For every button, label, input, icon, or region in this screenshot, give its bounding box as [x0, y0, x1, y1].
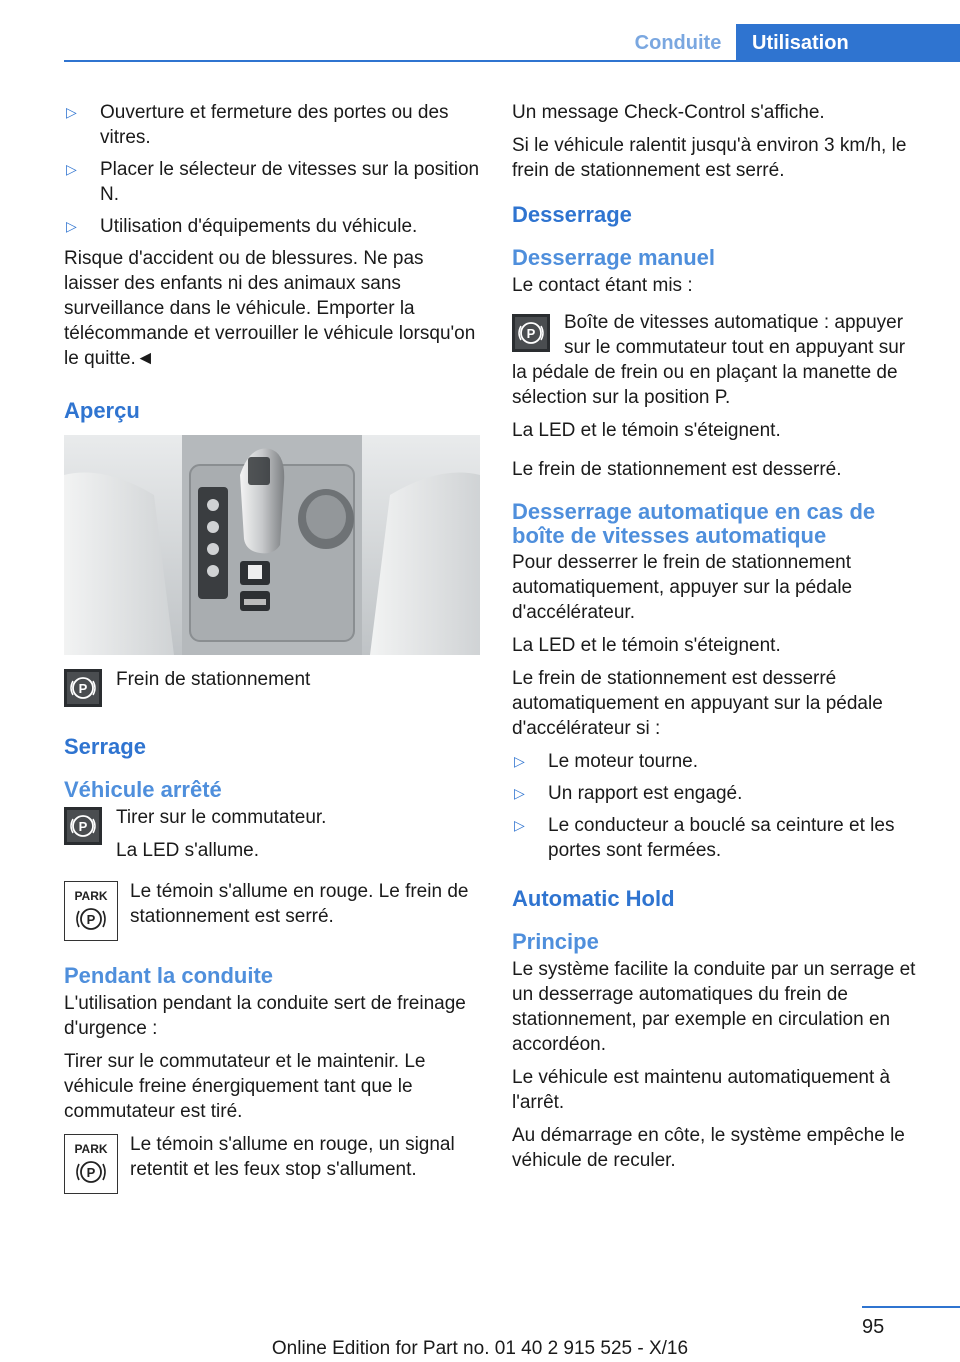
page-number: 95: [862, 1316, 885, 1338]
footer-rule: [862, 1306, 960, 1308]
list-item: ▷ Ouverture et fermeture des portes ou des vitres.: [66, 102, 449, 148]
triangle-bullet-icon: ▷: [66, 161, 77, 177]
triangle-bullet-icon: ▷: [514, 817, 525, 833]
temoin2-text: Le témoin s'allume en rouge, un signal retentit et les feux stop s'allument.: [130, 1134, 455, 1180]
parking-brake-switch-icon: [64, 807, 102, 845]
led-off-text-1: La LED et le témoin s'éteignent.: [512, 420, 781, 441]
subsection-principe: Principe: [512, 929, 599, 954]
boite-paragraph: [512, 310, 924, 410]
triangle-bullet-icon: ▷: [66, 218, 77, 234]
parking-brake-switch-icon: [64, 669, 102, 707]
tab-conduite[interactable]: Conduite: [634, 32, 722, 54]
tirer-instruction: [64, 805, 480, 871]
list-item: ▷ Utilisation d'équipements du véhicule.: [66, 216, 418, 237]
principe-paragraph-2: Le véhicule est maintenu automatiquement à l'arrêt.: [512, 1067, 891, 1113]
tab-utilisation[interactable]: Utilisation: [736, 24, 960, 62]
pendant-paragraph-1: L'utilisation pendant la conduite sert de freinage d'urgence :: [64, 993, 466, 1039]
console-photo: [64, 435, 480, 655]
list-item: ▷ Le conducteur a bouclé sa ceinture et les portes sont fermées.: [514, 815, 895, 861]
subsection-pendant-conduite: Pendant la conduite: [64, 963, 274, 988]
tirer-text: Tirer sur le commutateur.: [116, 807, 327, 828]
temoin-text: Le témoin s'allume en rouge. Le frein de stationnement est serré.: [130, 881, 469, 927]
svg-text:P: P: [78, 681, 88, 696]
check-control-text: Un message Check-Control s'affiche.: [512, 102, 825, 123]
pendant-paragraph-2: Tirer sur le commutateur et le maintenir. Le véhicule freine énergiquement tant que le commutateur est tiré.: [64, 1051, 426, 1122]
svg-text:P: P: [526, 326, 536, 341]
subsection-vehicule-arrete: Véhicule arrêté: [64, 777, 222, 802]
list-item: ▷ Placer le sélecteur de vitesses sur la position N.: [66, 159, 480, 205]
svg-text:P: P: [78, 819, 88, 834]
boite-text: Boîte de vitesses automatique : appuyer sur le commutateur tout en appuyant sur la pédale de frein ou en plaçant la manette de sélection sur la position P.: [512, 312, 906, 408]
triangle-bullet-icon: ▷: [514, 785, 525, 801]
triangle-bullet-icon: ▷: [66, 104, 77, 120]
led-off-text-2: La LED et le témoin s'éteignent.: [512, 635, 781, 656]
principe-paragraph-3: Au démarrage en côte, le système empêche le véhicule de reculer.: [512, 1125, 905, 1171]
principe-paragraph-1: Le système facilite la conduite par un serrage et un desserrage automatiques du frein de stationnement, par exemple en circulation en accordéon.: [512, 959, 916, 1055]
right-column: [512, 100, 924, 1181]
auto-paragraph-1: Pour desserrer le frein de stationnement automatiquement, appuyer sur la pédale d'accélérateur.: [512, 552, 853, 623]
left-column: [64, 100, 480, 1202]
frein-legend: [64, 667, 480, 707]
ralentit-text: Si le véhicule ralentit jusqu'à environ 3 km/h, le frein de stationnement est serré.: [512, 135, 907, 181]
list-item: ▷ Le moteur tourne.: [514, 751, 698, 772]
auto-paragraph-2: Le frein de stationnement est desserré automatiquement en appuyant sur la pédale d'accélérateur si :: [512, 668, 883, 739]
section-title-serrage: Serrage: [64, 734, 146, 759]
park-label: PARK: [74, 1142, 108, 1156]
park-indicator-icon: [64, 881, 118, 941]
subsection-desserrage-manuel: Desserrage manuel: [512, 245, 715, 270]
svg-text:P: P: [86, 912, 96, 927]
temoin2-instruction: [64, 1132, 480, 1194]
parking-brake-switch-icon: [512, 314, 550, 352]
edition-footer: Online Edition for Part no. 01 40 2 915 525 - X/16: [271, 1338, 689, 1359]
contact-text: Le contact étant mis :: [512, 275, 693, 296]
frein-desserre-text: Le frein de stationnement est desserré.: [512, 459, 842, 480]
section-title-apercu: Aperçu: [64, 398, 140, 423]
svg-text:P: P: [86, 1165, 96, 1180]
subsection-desserrage-automatique: Desserrage automatique en cas de boîte de vitesses automatique: [512, 499, 876, 548]
list-item: ▷ Un rapport est engagé.: [514, 783, 743, 804]
warning-text: Risque d'accident ou de blessures. Ne pas laisser des enfants ni des animaux sans surveillance dans le véhicule. Emporter la télécommande et verrouiller le véhicule lorsqu'on le quitte.◄: [64, 248, 476, 369]
frein-label: Frein de stationnement: [116, 669, 311, 690]
led-text: La LED s'allume.: [116, 840, 260, 861]
section-title-automatic-hold: Automatic Hold: [512, 886, 675, 911]
park-indicator-icon: [64, 1134, 118, 1194]
temoin-instruction: [64, 879, 480, 941]
section-title-desserrage: Desserrage: [512, 202, 632, 227]
triangle-bullet-icon: ▷: [514, 753, 525, 769]
park-label: PARK: [74, 889, 108, 903]
